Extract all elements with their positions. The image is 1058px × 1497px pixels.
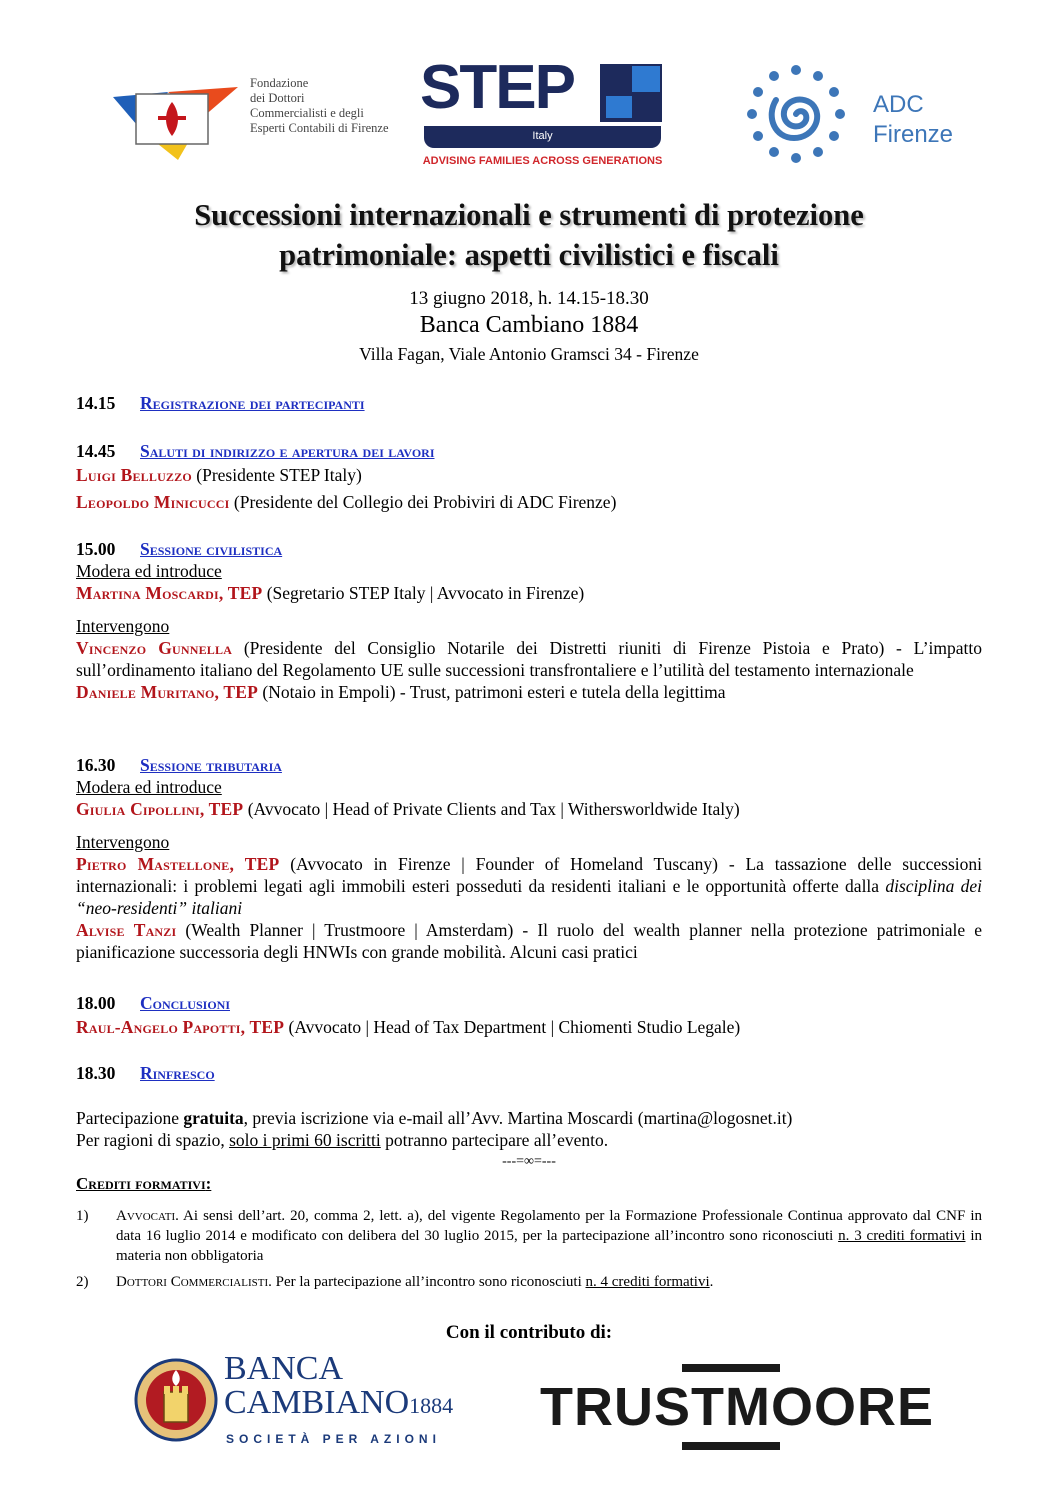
talk-description-italic: disciplina dei “neo-residenti” italiani [76,876,982,918]
time-label: 14.45 [76,441,116,461]
section-title: Saluti di indirizzo e apertura dei lavori [140,441,435,461]
banca-line: CAMBIANO [224,1384,410,1421]
time-label: 15.00 [76,539,116,559]
step-square-icon [600,64,662,122]
section-title: Rinfresco [140,1063,215,1083]
fondazione-line: dei Dottori [250,91,305,105]
banca-year: 1884 [409,1393,454,1418]
speaker-name: Daniele Muritano, TEP [76,682,258,702]
credit-label: Dottori Commercialisti [116,1274,269,1290]
participation-text: Partecipazione [76,1108,184,1128]
program-saluti [76,440,982,513]
credit-text: in materia non obbligatoria [116,1228,982,1264]
adc-firenze-logo [740,64,980,164]
credits-heading [76,1174,211,1194]
speaker-name: Alvise Tanzi [76,920,177,940]
adc-line: ADC [873,91,924,118]
spiral-icon [740,64,852,164]
banca-crest-icon [134,1352,218,1448]
speaker-name: Raul-Angelo Papotti, TEP [76,1017,285,1037]
section-title: Registrazione dei partecipanti [140,393,365,413]
participation-note [76,1107,982,1151]
speakers-label: Intervengono [76,616,170,636]
credits-heading-text: Crediti formativi [76,1174,206,1193]
sponsors-heading: Con il contributo di: [445,1322,613,1343]
banca-cambiano-logo [134,1352,474,1452]
credit-label: Avvocati [116,1208,176,1224]
step-wordmark: STEP [420,53,574,122]
participation-text: , previa iscrizione via e-mail all’Avv. Martina Moscardi (martina@logosnet.it) [243,1108,793,1128]
banca-name [224,1352,453,1423]
participation-text: potranno partecipare all’evento. [380,1130,609,1150]
section-title: Conclusioni [140,993,230,1013]
credit-item [76,1272,982,1292]
fondazione-emblem-icon [108,72,248,162]
credit-text: . [709,1274,714,1290]
section-title: Sessione civilistica [140,539,283,559]
credit-text: . Per la partecipazione all’incontro sono riconosciuti [268,1274,586,1290]
talk-description: (Notaio in Empoli) - Trust, patrimoni esteri e tutela della legittima [258,682,726,702]
trustmoore-wordmark: TRUSTMOORE [540,1377,934,1437]
participation-text: Per ragioni di spazio, [76,1130,230,1150]
talk-description: (Wealth Planner | Trustmoore | Amsterdam) - Il ruolo del wealth planner nella protezione patrimoniale e pianificazione successoria degli HNWIs con grande mobilità. Alcuni casi pratici [76,920,982,962]
credit-item [76,1206,982,1266]
credit-number: 2) [76,1274,89,1290]
participation-free: gratuita [183,1108,244,1128]
fondazione-name [250,76,389,136]
speaker-name: Martina Moscardi, TEP [76,583,263,603]
adc-name [873,90,953,150]
fondazione-line: Esperti Contabili di Firenze [250,121,389,135]
title-line: patrimoniale: aspetti civilistici e fiscali [279,238,779,272]
step-tagline: ADVISING FAMILIES ACROSS GENERATIONS [422,155,663,167]
trustmoore-logo [540,1364,940,1450]
speakers-label: Intervengono [76,832,170,852]
event-address: Villa Fagan, Viale Antonio Gramsci 34 - Firenze [359,344,699,364]
event-title [0,195,1058,275]
participation-limit: solo i primi 60 iscritti [229,1130,381,1150]
program-tributaria [76,754,982,963]
step-country: Italy [532,130,553,142]
credit-text: . Ai sensi dell’art. 20, comma 2, lett. a), del vigente Regolamento per la Formazione Professionale Continua approvato dal CNF in data 16 luglio 2014 e modificato con delibera del 30 luglio 2015, per la partecipazione all’incontro sono riconosciuti [116,1208,982,1244]
credit-amount: n. 3 crediti formativi [838,1228,966,1244]
fondazione-logo [108,72,408,162]
event-venue: Banca Cambiano 1884 [419,312,639,338]
time-label: 14.15 [76,393,116,413]
speaker-name: Luigi Belluzzo [76,465,192,485]
logos-header [0,53,1058,176]
moderator-label: Modera ed introduce [76,561,222,581]
separator: ---=∞=--- [502,1154,556,1169]
speaker-role: (Avvocato | Head of Private Clients and Tax | Withersworldwide Italy) [243,799,740,819]
time-label: 18.00 [76,993,116,1013]
credit-number: 1) [76,1208,89,1224]
moderator-label: Modera ed introduce [76,777,222,797]
title-line: Successioni internazionali e strumenti di protezione [194,198,864,232]
speaker-name: Pietro Mastellone, TEP [76,854,280,874]
program-civilistica [76,538,982,703]
section-title: Sessione tributaria [140,755,282,775]
talk-description: (Avvocato in Firenze | Founder of Homeland Tuscany) - La tassazione delle successioni internazionali: i problemi legati agli immobili esteri posseduti da residenti italiani e le opportunità offerte dalla [76,854,982,896]
speaker-role: (Presidente del Collegio dei Probiviri di ADC Firenze) [229,492,617,512]
time-label: 16.30 [76,755,116,775]
fondazione-line: Fondazione [250,76,309,90]
speaker-name: Giulia Cipollini, TEP [76,799,244,819]
speaker-role: (Segretario STEP Italy | Avvocato in Firenze) [262,583,585,603]
program-registration [76,392,982,414]
event-date: 13 giugno 2018, h. 14.15-18.30 [409,288,649,309]
speaker-name: Leopoldo Minicucci [76,492,230,512]
program-conclusioni [76,992,982,1038]
speaker-name: Vincenzo Gunnella [76,638,233,658]
banca-subtitle: SOCIETÀ PER AZIONI [226,1432,441,1446]
credits-heading-colon: : [205,1174,212,1193]
step-italy-logo [420,53,665,170]
credit-amount: n. 4 crediti formativi [585,1274,710,1290]
program-rinfresco [76,1062,982,1084]
speaker-role: (Avvocato | Head of Tax Department | Chiomenti Studio Legale) [284,1017,741,1037]
time-label: 18.30 [76,1063,116,1083]
adc-line: Firenze [873,121,954,148]
talk-description: (Presidente del Consiglio Notarile dei Distretti riuniti di Firenze Pistoia e Prato) - L’impatto sull’ordinamento italiano del Regolamento UE sulle successioni transfrontaliere e l’utilità del testamento internazionale [76,638,982,680]
banca-line: BANCA [224,1350,344,1387]
fondazione-line: Commercialisti e degli [250,106,364,120]
speaker-role: (Presidente STEP Italy) [191,465,362,485]
